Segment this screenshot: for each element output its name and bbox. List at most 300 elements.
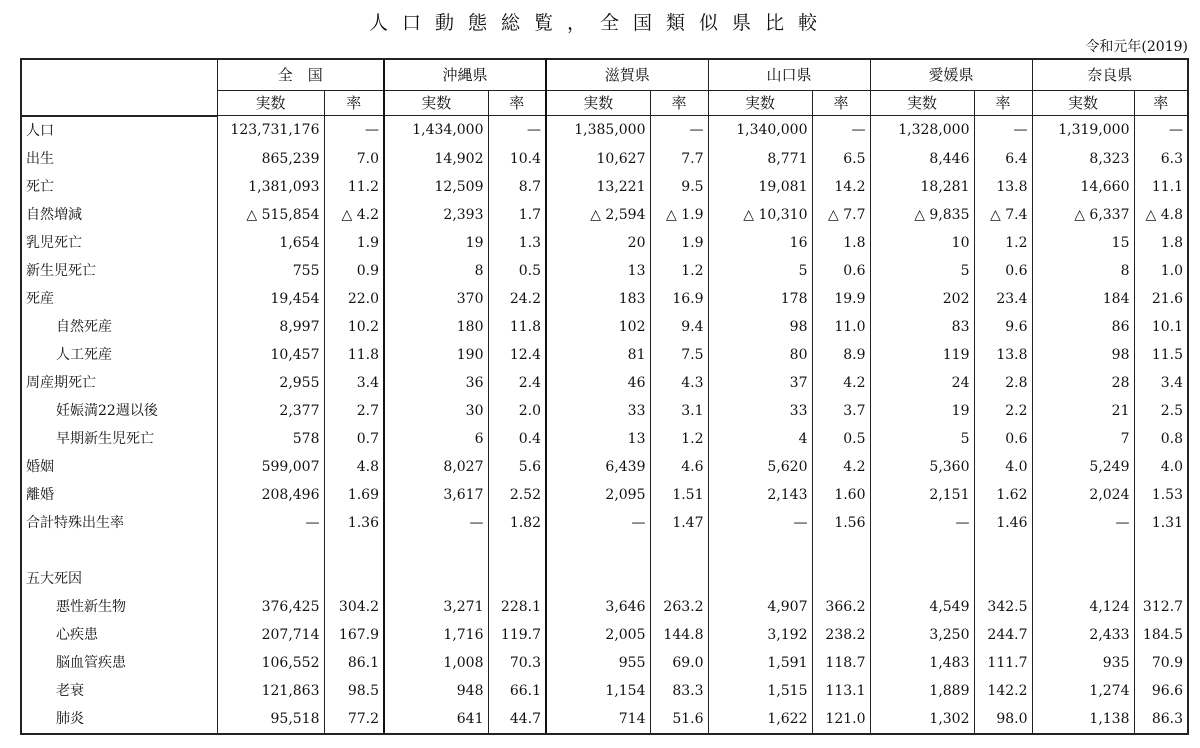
count-cell: 8,323 (1032, 145, 1134, 173)
rate-cell: 14.2 (812, 173, 870, 201)
rate-cell (488, 565, 546, 593)
table-row (21, 285, 1188, 313)
count-cell: 1,319,000 (1032, 116, 1134, 145)
row-label: 出生 (21, 145, 217, 173)
count-cell: — (217, 509, 324, 537)
count-cell: 2,377 (217, 397, 324, 425)
table-row (21, 257, 1188, 285)
rate-cell: 144.8 (650, 621, 708, 649)
count-cell (217, 565, 324, 593)
vital-stats-table (20, 58, 1189, 735)
rate-cell: 2.4 (488, 369, 546, 397)
row-label: 離婚 (21, 481, 217, 509)
count-cell: 6 (384, 425, 488, 453)
rate-cell: 0.7 (324, 425, 384, 453)
count-cell: 8 (1032, 257, 1134, 285)
count-cell: 641 (384, 705, 488, 734)
count-cell: 8,446 (870, 145, 974, 173)
rate-cell: 1.7 (488, 201, 546, 229)
count-cell: 190 (384, 341, 488, 369)
count-cell: — (1032, 509, 1134, 537)
rate-subheader: 率 (812, 91, 870, 116)
region-header: 愛媛県 (870, 59, 1032, 91)
rate-cell (1134, 565, 1188, 593)
rate-cell: 0.5 (488, 257, 546, 285)
rate-cell: — (650, 116, 708, 145)
count-cell: 2,393 (384, 201, 488, 229)
rate-cell: 1.82 (488, 509, 546, 537)
count-cell: 1,889 (870, 677, 974, 705)
rate-cell: 9.5 (650, 173, 708, 201)
table-row (21, 201, 1188, 229)
rate-cell (812, 537, 870, 565)
count-cell: — (384, 509, 488, 537)
rate-cell: 1.2 (650, 425, 708, 453)
row-label: 妊娠満22週以後 (21, 397, 217, 425)
count-cell: 714 (546, 705, 650, 734)
count-cell: 1,328,000 (870, 116, 974, 145)
rate-cell: 4.8 (324, 453, 384, 481)
row-label: 死産 (21, 285, 217, 313)
rate-cell: — (1134, 116, 1188, 145)
rate-cell (324, 537, 384, 565)
count-cell: 36 (384, 369, 488, 397)
rate-cell: 1.9 (650, 229, 708, 257)
count-cell: 3,271 (384, 593, 488, 621)
count-cell: 30 (384, 397, 488, 425)
rate-cell: 111.7 (974, 649, 1032, 677)
count-cell: 1,381,093 (217, 173, 324, 201)
rate-cell: 1.56 (812, 509, 870, 537)
table-row (21, 481, 1188, 509)
row-label: 肺炎 (21, 705, 217, 734)
rate-cell: 1.47 (650, 509, 708, 537)
count-cell: 4 (708, 425, 812, 453)
rate-cell: 1.3 (488, 229, 546, 257)
count-cell: 18,281 (870, 173, 974, 201)
rate-cell: 3.1 (650, 397, 708, 425)
count-cell: — (546, 509, 650, 537)
count-cell: 1,340,000 (708, 116, 812, 145)
rate-cell: 6.5 (812, 145, 870, 173)
table-row (21, 453, 1188, 481)
rate-cell: 86.3 (1134, 705, 1188, 734)
count-cell: 14,902 (384, 145, 488, 173)
count-cell: 183 (546, 285, 650, 313)
count-cell: 28 (1032, 369, 1134, 397)
rate-subheader: 率 (650, 91, 708, 116)
count-cell: 948 (384, 677, 488, 705)
rate-cell: 1.2 (974, 229, 1032, 257)
rate-cell: 1.0 (1134, 257, 1188, 285)
rate-cell: 22.0 (324, 285, 384, 313)
count-cell: 935 (1032, 649, 1134, 677)
rate-cell: 2.52 (488, 481, 546, 509)
count-cell: 1,515 (708, 677, 812, 705)
count-cell: 3,646 (546, 593, 650, 621)
table-row (21, 537, 1188, 565)
rate-cell: 11.0 (812, 313, 870, 341)
rate-cell (324, 565, 384, 593)
rate-cell: 19.9 (812, 285, 870, 313)
rate-cell (812, 565, 870, 593)
rate-cell: 13.8 (974, 173, 1032, 201)
rate-cell: 4.6 (650, 453, 708, 481)
count-cell: 10 (870, 229, 974, 257)
table-row (21, 397, 1188, 425)
rate-cell: 119.7 (488, 621, 546, 649)
table-row (21, 369, 1188, 397)
count-cell: 1,138 (1032, 705, 1134, 734)
count-cell: 5,249 (1032, 453, 1134, 481)
rate-cell: 16.9 (650, 285, 708, 313)
count-cell: 8,027 (384, 453, 488, 481)
rate-cell: 167.9 (324, 621, 384, 649)
page-title: 人口動態総覧，全国類似県比較 (368, 12, 831, 34)
rate-cell: 7.0 (324, 145, 384, 173)
count-cell: 13 (546, 257, 650, 285)
count-cell: △ 9,835 (870, 201, 974, 229)
rate-cell: 0.5 (812, 425, 870, 453)
rate-cell (650, 537, 708, 565)
row-label: 乳児死亡 (21, 229, 217, 257)
rate-cell: 4.2 (812, 453, 870, 481)
rate-cell: — (974, 116, 1032, 145)
count-cell: 4,907 (708, 593, 812, 621)
count-cell: 202 (870, 285, 974, 313)
rate-cell: 1.8 (1134, 229, 1188, 257)
count-subheader: 実数 (384, 91, 488, 116)
rate-cell: 1.36 (324, 509, 384, 537)
count-cell: 755 (217, 257, 324, 285)
rate-cell: 2.2 (974, 397, 1032, 425)
table-row (21, 173, 1188, 201)
rate-cell: 118.7 (812, 649, 870, 677)
count-cell: 3,617 (384, 481, 488, 509)
region-header: 全 国 (217, 59, 384, 91)
table-row (21, 649, 1188, 677)
row-label: 人工死産 (21, 341, 217, 369)
rate-cell: 4.0 (974, 453, 1032, 481)
row-label (21, 537, 217, 565)
rate-subheader: 率 (1134, 91, 1188, 116)
rate-cell: 2.0 (488, 397, 546, 425)
rate-cell: 69.0 (650, 649, 708, 677)
count-cell: 7 (1032, 425, 1134, 453)
count-cell: 33 (708, 397, 812, 425)
region-header: 奈良県 (1032, 59, 1188, 91)
count-cell: 1,302 (870, 705, 974, 734)
table-row (21, 425, 1188, 453)
table-row (21, 565, 1188, 593)
count-cell: 207,714 (217, 621, 324, 649)
rate-cell: — (488, 116, 546, 145)
row-label: 脳血管疾患 (21, 649, 217, 677)
count-cell (870, 565, 974, 593)
count-cell: 1,716 (384, 621, 488, 649)
rate-cell: 244.7 (974, 621, 1032, 649)
rate-cell: 1.69 (324, 481, 384, 509)
count-cell: 376,425 (217, 593, 324, 621)
rate-cell: 0.6 (974, 257, 1032, 285)
rate-cell: 11.5 (1134, 341, 1188, 369)
table-row (21, 116, 1188, 145)
count-cell: 83 (870, 313, 974, 341)
rate-cell (1134, 537, 1188, 565)
count-cell: 5,620 (708, 453, 812, 481)
rate-cell: 121.0 (812, 705, 870, 734)
rate-cell (650, 565, 708, 593)
count-cell: 208,496 (217, 481, 324, 509)
count-cell: 3,250 (870, 621, 974, 649)
count-cell: △ 6,337 (1032, 201, 1134, 229)
rate-cell: 304.2 (324, 593, 384, 621)
rate-cell: △ 7.4 (974, 201, 1032, 229)
rate-cell: 11.2 (324, 173, 384, 201)
rate-cell (974, 565, 1032, 593)
rate-cell: 66.1 (488, 677, 546, 705)
rate-cell: △ 7.7 (812, 201, 870, 229)
count-cell: 10,627 (546, 145, 650, 173)
count-cell (1032, 537, 1134, 565)
rate-cell: 13.8 (974, 341, 1032, 369)
count-cell (546, 537, 650, 565)
rate-cell: 86.1 (324, 649, 384, 677)
rate-cell: 10.4 (488, 145, 546, 173)
row-label: 早期新生児死亡 (21, 425, 217, 453)
rate-cell: 77.2 (324, 705, 384, 734)
rate-cell: 6.4 (974, 145, 1032, 173)
rate-cell: 10.1 (1134, 313, 1188, 341)
count-cell: 19 (384, 229, 488, 257)
rate-cell: 113.1 (812, 677, 870, 705)
rate-cell: 263.2 (650, 593, 708, 621)
rate-cell: 1.9 (324, 229, 384, 257)
count-cell: 6,439 (546, 453, 650, 481)
rate-cell: 0.6 (974, 425, 1032, 453)
count-cell: 1,591 (708, 649, 812, 677)
rate-cell: 11.8 (324, 341, 384, 369)
rate-cell: 6.3 (1134, 145, 1188, 173)
rate-cell: 23.4 (974, 285, 1032, 313)
row-label: 自然死産 (21, 313, 217, 341)
count-subheader: 実数 (217, 91, 324, 116)
count-cell: 865,239 (217, 145, 324, 173)
count-subheader: 実数 (708, 91, 812, 116)
count-cell: 1,008 (384, 649, 488, 677)
count-cell: 2,955 (217, 369, 324, 397)
rate-cell: 98.0 (974, 705, 1032, 734)
count-cell: 98 (708, 313, 812, 341)
rate-cell: 7.7 (650, 145, 708, 173)
table-row (21, 621, 1188, 649)
row-label: 人口 (21, 116, 217, 145)
count-cell: 1,274 (1032, 677, 1134, 705)
rate-cell: 21.6 (1134, 285, 1188, 313)
rate-cell: 1.8 (812, 229, 870, 257)
count-cell (708, 565, 812, 593)
count-cell: 5,360 (870, 453, 974, 481)
rate-cell: 342.5 (974, 593, 1032, 621)
row-label: 老衰 (21, 677, 217, 705)
count-cell: △ 2,594 (546, 201, 650, 229)
count-subheader: 実数 (870, 91, 974, 116)
count-cell: 1,622 (708, 705, 812, 734)
rate-cell: 366.2 (812, 593, 870, 621)
rate-cell: 70.3 (488, 649, 546, 677)
rate-cell: 83.3 (650, 677, 708, 705)
count-cell: 2,151 (870, 481, 974, 509)
count-cell: 5 (870, 257, 974, 285)
count-cell: — (870, 509, 974, 537)
count-cell: 180 (384, 313, 488, 341)
rate-cell: 11.1 (1134, 173, 1188, 201)
count-cell: 578 (217, 425, 324, 453)
rate-cell: 312.7 (1134, 593, 1188, 621)
rate-cell: 1.62 (974, 481, 1032, 509)
count-cell (384, 537, 488, 565)
rate-cell: 3.4 (324, 369, 384, 397)
rate-cell: 0.8 (1134, 425, 1188, 453)
count-cell (708, 537, 812, 565)
count-cell: 178 (708, 285, 812, 313)
count-cell: 20 (546, 229, 650, 257)
count-cell: 102 (546, 313, 650, 341)
count-cell: 19,081 (708, 173, 812, 201)
count-cell: 5 (708, 257, 812, 285)
region-header: 沖縄県 (384, 59, 546, 91)
count-cell (870, 537, 974, 565)
count-cell: 95,518 (217, 705, 324, 734)
rate-cell: 4.0 (1134, 453, 1188, 481)
rate-cell: 8.9 (812, 341, 870, 369)
count-subheader: 実数 (546, 91, 650, 116)
rate-cell (488, 537, 546, 565)
rate-subheader: 率 (488, 91, 546, 116)
count-cell: 33 (546, 397, 650, 425)
table-row (21, 313, 1188, 341)
table-row (21, 341, 1188, 369)
count-cell: 13,221 (546, 173, 650, 201)
count-cell: 2,005 (546, 621, 650, 649)
row-label: 心疾患 (21, 621, 217, 649)
rate-cell: 2.7 (324, 397, 384, 425)
rate-cell: △ 4.8 (1134, 201, 1188, 229)
count-cell: 1,483 (870, 649, 974, 677)
row-label: 悪性新生物 (21, 593, 217, 621)
count-cell: 119 (870, 341, 974, 369)
table-row (21, 229, 1188, 257)
count-cell: 184 (1032, 285, 1134, 313)
rate-cell: 51.6 (650, 705, 708, 734)
row-label: 周産期死亡 (21, 369, 217, 397)
rate-cell: 1.46 (974, 509, 1032, 537)
row-label: 自然増減 (21, 201, 217, 229)
count-cell: 3,192 (708, 621, 812, 649)
count-cell: 8,997 (217, 313, 324, 341)
count-cell: 370 (384, 285, 488, 313)
rate-cell: — (324, 116, 384, 145)
count-cell: △ 10,310 (708, 201, 812, 229)
rate-cell: 238.2 (812, 621, 870, 649)
row-label: 合計特殊出生率 (21, 509, 217, 537)
rate-subheader: 率 (324, 91, 384, 116)
rate-cell: 70.9 (1134, 649, 1188, 677)
rate-cell: 4.3 (650, 369, 708, 397)
rate-cell: 44.7 (488, 705, 546, 734)
rate-cell: 4.2 (812, 369, 870, 397)
rate-cell: △ 1.9 (650, 201, 708, 229)
count-cell: 37 (708, 369, 812, 397)
rate-cell: 3.4 (1134, 369, 1188, 397)
rate-subheader: 率 (974, 91, 1032, 116)
rate-cell: 0.6 (812, 257, 870, 285)
count-cell: 1,385,000 (546, 116, 650, 145)
rate-cell: 0.4 (488, 425, 546, 453)
count-cell: △ 515,854 (217, 201, 324, 229)
rate-cell: 24.2 (488, 285, 546, 313)
count-cell: 106,552 (217, 649, 324, 677)
rate-cell: 5.6 (488, 453, 546, 481)
rate-cell: 1.60 (812, 481, 870, 509)
year-label: 令和元年(2019) (1085, 39, 1188, 55)
count-cell: 19 (870, 397, 974, 425)
count-cell: 98 (1032, 341, 1134, 369)
count-cell: 21 (1032, 397, 1134, 425)
rate-cell: 98.5 (324, 677, 384, 705)
rate-cell: 11.8 (488, 313, 546, 341)
rate-cell: 2.5 (1134, 397, 1188, 425)
row-label: 死亡 (21, 173, 217, 201)
table-row (21, 677, 1188, 705)
count-cell: 5 (870, 425, 974, 453)
table-row (21, 509, 1188, 537)
count-cell: 4,124 (1032, 593, 1134, 621)
count-cell: 4,549 (870, 593, 974, 621)
count-cell: 1,654 (217, 229, 324, 257)
count-cell: 1,154 (546, 677, 650, 705)
count-cell: 10,457 (217, 341, 324, 369)
count-cell: 16 (708, 229, 812, 257)
rate-cell: 10.2 (324, 313, 384, 341)
region-header: 山口県 (708, 59, 870, 91)
rate-cell: 1.2 (650, 257, 708, 285)
count-cell: 46 (546, 369, 650, 397)
rate-cell: 1.53 (1134, 481, 1188, 509)
rate-cell: 0.9 (324, 257, 384, 285)
rate-cell: 184.5 (1134, 621, 1188, 649)
count-cell: 24 (870, 369, 974, 397)
count-cell: 2,095 (546, 481, 650, 509)
rate-cell: 7.5 (650, 341, 708, 369)
rate-cell: 1.31 (1134, 509, 1188, 537)
table-row (21, 705, 1188, 734)
count-cell: 86 (1032, 313, 1134, 341)
count-cell: 2,143 (708, 481, 812, 509)
count-cell: 955 (546, 649, 650, 677)
rate-cell: 1.51 (650, 481, 708, 509)
count-cell: 2,024 (1032, 481, 1134, 509)
table-row (21, 593, 1188, 621)
rate-cell: 228.1 (488, 593, 546, 621)
count-cell: 121,863 (217, 677, 324, 705)
count-cell (217, 537, 324, 565)
rate-cell (974, 537, 1032, 565)
count-cell (1032, 565, 1134, 593)
count-cell: 8 (384, 257, 488, 285)
count-cell: 123,731,176 (217, 116, 324, 145)
count-cell (546, 565, 650, 593)
